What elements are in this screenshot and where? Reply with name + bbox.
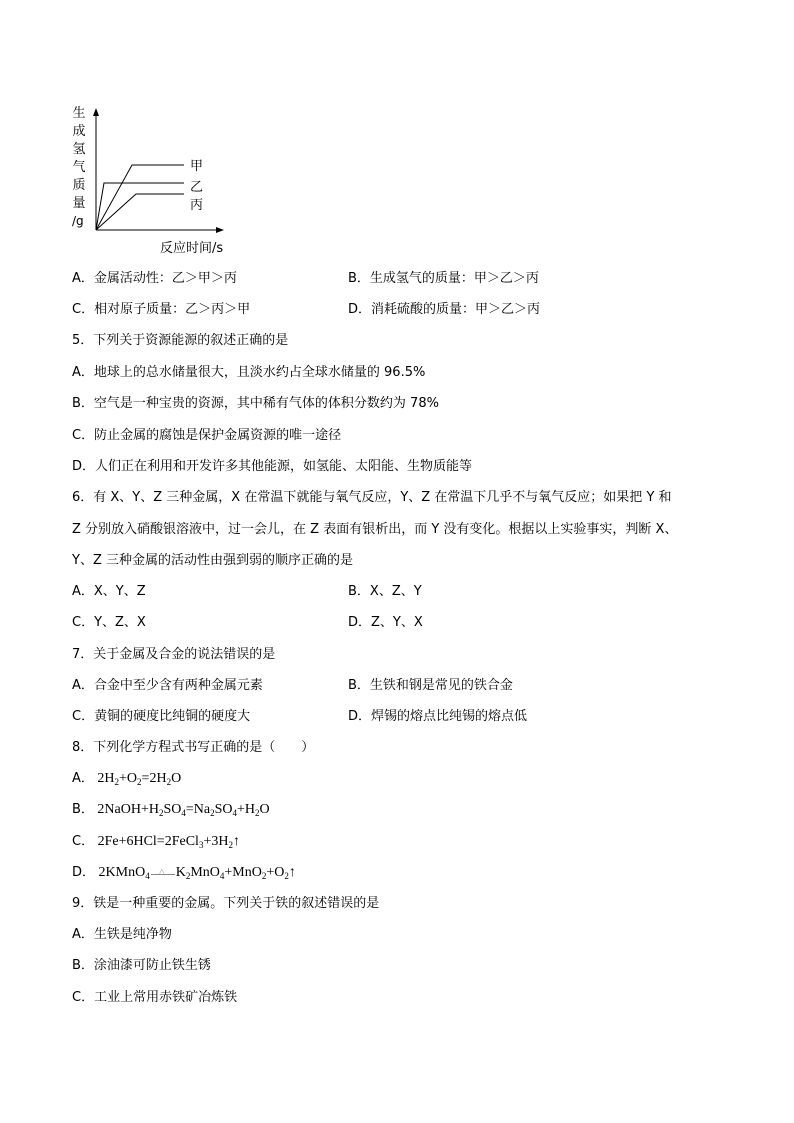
q8-option-d — [72, 864, 296, 882]
q6-option-b: B．X、Z、Y — [348, 584, 422, 599]
legend-yi: 乙 — [190, 180, 204, 195]
q7-option-d: D．焊锡的熔点比纯锡的熔点低 — [348, 709, 528, 724]
heat-triangle-icon: △ — [158, 866, 165, 876]
ylabel-char: 氢 — [72, 142, 86, 157]
q7-option-b: B．生铁和钢是常见的铁合金 — [348, 678, 513, 693]
q6-option-c: C．Y、Z、X — [72, 615, 146, 630]
y-axis-arrow — [93, 108, 99, 116]
q6-stem-line3: Y、Z 三种金属的活动性由强到弱的顺序正确的是 — [72, 553, 353, 568]
q8-option-a-label: A． — [72, 771, 94, 786]
chart-svg — [60, 100, 260, 260]
q8-option-a — [72, 770, 181, 788]
hydrogen-mass-chart — [60, 100, 260, 260]
ylabel-char: 气 — [72, 160, 86, 175]
q4-option-d: D．消耗硫酸的质量：甲＞乙＞丙 — [348, 302, 541, 317]
q5-option-a: A．地球上的总水储量很大，且淡水约占全球水储量的 96.5% — [72, 365, 426, 380]
q8-option-d-label: D． — [72, 865, 96, 880]
equation-d: 2KMnO$_4$ △ $K_2MnO_4+MnO_2+O_2↑$ — [95, 865, 296, 880]
q9-stem: 9．铁是一种重要的金属。下列关于铁的叙述错误的是 — [72, 896, 380, 911]
equation-c: $2Fe+6HCl=2FeCl_3+3H_2↑$ — [94, 834, 240, 850]
q8-option-c — [72, 833, 240, 851]
q5-option-d: D．人们正在利用和开发许多其他能源，如氢能、太阳能、生物质能等 — [72, 459, 473, 474]
q9-option-c: C．工业上常用赤铁矿冶炼铁 — [72, 990, 238, 1005]
q6-stem-line2: Z 分别放入硝酸银溶液中，过一会儿，在 Z 表面有银析出，而 Y 没有变化。根据以上实验事实，判断 X、 — [72, 522, 678, 537]
ylabel-unit: /g — [72, 214, 84, 228]
q7-stem: 7．关于金属及合金的说法错误的是 — [72, 647, 276, 662]
q8-option-c-label: C． — [72, 834, 95, 849]
q8-option-b — [72, 801, 270, 819]
q5-stem: 5．下列关于资源能源的叙述正确的是 — [72, 333, 289, 348]
equation-a: $2H_2+O_2=2H_2O$ — [93, 771, 182, 787]
q6-option-d: D．Z、Y、X — [348, 615, 423, 630]
q4-option-b: B．生成氢气的质量：甲＞乙＞丙 — [348, 271, 539, 286]
q6-stem-line1: 6．有 X、Y、Z 三种金属，X 在常温下就能与氧气反应，Y、Z 在常温下几乎不与氧气反应；如果把 Y 和 — [72, 490, 672, 505]
q5-option-b: B．空气是一种宝贵的资源，其中稀有气体的体积分数约为 78% — [72, 396, 439, 411]
q4-option-a: A．金属活动性：乙＞甲＞丙 — [72, 271, 237, 286]
ylabel-char: 质 — [72, 178, 86, 193]
q8-stem: 8．下列化学方程式书写正确的是（ ） — [72, 740, 315, 755]
heat-condition-symbol — [150, 866, 176, 880]
q9-option-a: A．生铁是纯净物 — [72, 927, 172, 942]
x-axis-label: 反应时间/s — [160, 241, 224, 256]
legend-jia: 甲 — [190, 159, 204, 174]
series-bing-line — [96, 194, 184, 230]
equation-b: $2NaOH+H_2SO_4=Na_2SO_4+H_2O$ — [93, 802, 270, 818]
q4-option-c: C．相对原子质量：乙＞丙＞甲 — [72, 302, 251, 317]
series-jia-line — [96, 165, 184, 230]
q7-option-a: A．合金中至少含有两种金属元素 — [72, 678, 263, 693]
ylabel-char: 量 — [72, 196, 86, 211]
ylabel-char: 成 — [72, 124, 86, 139]
q8-option-b-label: B． — [72, 802, 94, 817]
q7-option-c: C．黄铜的硬度比纯铜的硬度大 — [72, 709, 251, 724]
q5-option-c: C．防止金属的腐蚀是保护金属资源的唯一途径 — [72, 428, 342, 443]
ylabel-char: 生 — [72, 106, 86, 121]
x-axis-arrow — [216, 227, 224, 233]
q6-option-a: A．X、Y、Z — [72, 584, 146, 599]
q9-option-b: B．涂油漆可防止铁生锈 — [72, 958, 211, 973]
legend-bing: 丙 — [190, 198, 204, 213]
